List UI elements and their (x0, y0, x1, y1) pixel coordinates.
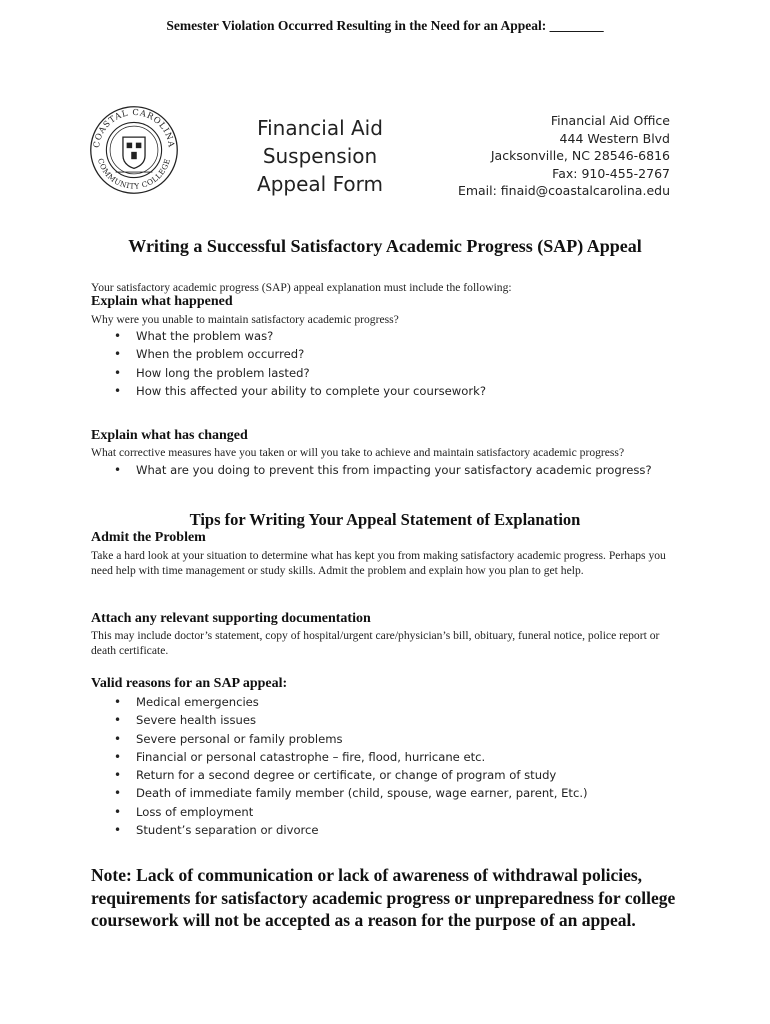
office-street: 444 Western Blvd (559, 130, 670, 146)
office-email: Email: finaid@coastalcarolina.edu (457, 183, 670, 198)
explain-changed-heading: Explain what has changed (91, 428, 248, 443)
form-title (230, 114, 410, 198)
semester-violation-line: Semester Violation Occurred Resulting in the Need for an Appeal: ________ (166, 18, 604, 33)
valid-reasons-list (136, 693, 588, 839)
sap-appeal-heading: Writing a Successful Satisfactory Academic Progress (SAP) Appeal (128, 236, 642, 256)
admit-problem-heading: Admit the Problem (91, 530, 206, 545)
list-item: • Severe health issues (136, 711, 588, 729)
list-item: • How long the problem lasted? (136, 364, 486, 382)
attach-documentation-text: This may include doctor’s statement, copy of hospital/urgent care/physician’s bill, obituary, funeral notice, police report or death certificate. (91, 629, 660, 657)
list-item: • When the problem occurred? (136, 345, 486, 363)
college-seal-logo (88, 104, 180, 196)
office-name: Financial Aid Office (550, 113, 670, 128)
attach-documentation-heading: Attach any relevant supporting documentation (91, 611, 371, 626)
form-title-line: Financial Aid (257, 116, 383, 140)
list-item: • What the problem was? (136, 327, 486, 345)
form-title-line: Suspension (262, 144, 378, 168)
office-contact-block (458, 112, 670, 200)
list-item: • Medical emergencies (136, 693, 588, 711)
list-item: • Loss of employment (136, 803, 588, 821)
what-changed-list (136, 461, 652, 479)
svg-text:COMMUNITY COLLEGE: COMMUNITY COLLEGE (95, 157, 173, 191)
list-item: • Severe personal or family problems (136, 730, 588, 748)
explain-changed-question: What corrective measures have you taken or will you take to achieve and maintain satisfactory academic progress? (91, 446, 625, 459)
list-item: • What are you doing to prevent this from impacting your satisfactory academic progress? (136, 461, 652, 479)
note-paragraph: Note: Lack of communication or lack of awareness of withdrawal policies, requirements for satisfactory academic progress or unpreparedness for college coursework will not be accepted as a reason for the purpose of an appeal. (91, 865, 676, 931)
sap-intro-text: Your satisfactory academic progress (SAP) appeal explanation must include the following: (91, 281, 512, 294)
list-item: • Student’s separation or divorce (136, 821, 588, 839)
list-item: • How this affected your ability to complete your coursework? (136, 382, 486, 400)
office-city: Jacksonville, NC 28546-6816 (490, 148, 670, 163)
form-title-line: Appeal Form (257, 172, 383, 196)
tips-heading: Tips for Writing Your Appeal Statement of Explanation (189, 510, 581, 529)
valid-reasons-heading: Valid reasons for an SAP appeal: (91, 676, 288, 691)
explain-happened-question: Why were you unable to maintain satisfactory academic progress? (91, 313, 399, 326)
svg-text:COASTAL CAROLINA: COASTAL CAROLINA (90, 106, 177, 149)
admit-problem-text: Take a hard look at your situation to determine what has kept you from making satisfactory academic progress. Perhaps you need help with time management or study skills. Admit the problem and explain how you plan to get help. (91, 549, 666, 577)
list-item: • Death of immediate family member (child, spouse, wage earner, parent, Etc.) (136, 784, 588, 802)
list-item: • Financial or personal catastrophe – fire, flood, hurricane etc. (136, 748, 588, 766)
what-happened-list (136, 327, 486, 400)
explain-happened-heading: Explain what happened (91, 294, 233, 309)
office-fax: Fax: 910-455-2767 (552, 165, 670, 181)
list-item: • Return for a second degree or certificate, or change of program of study (136, 766, 588, 784)
